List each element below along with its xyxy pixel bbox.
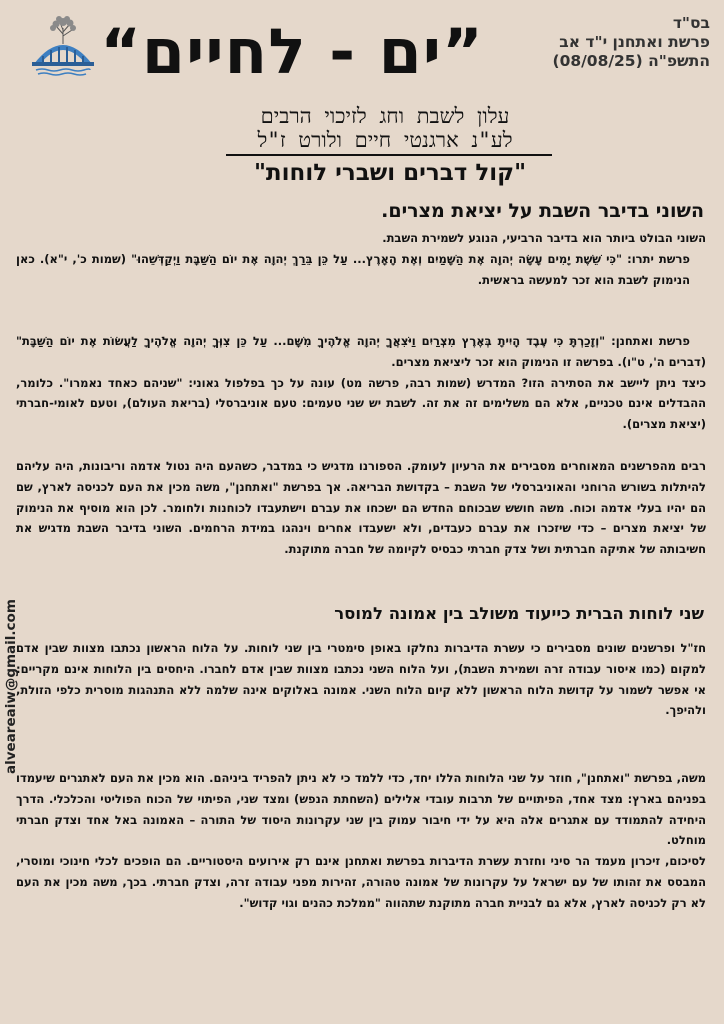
paragraph: השוני הבולט ביותר הוא בדיבר הרביעי, הנוגע לשמירת השבת. (382, 231, 706, 245)
section-title: "קול דברים ושברי לוחות" (253, 160, 527, 186)
article2-block5 (16, 768, 706, 914)
paragraph: לסיכום, זיכרון מעמד הר סיני וחזרת עשרת הדיברות בפרשת ואתחנן אינם רק אירועים היסטוריים. הם הופכים לכלי חינוכי ומוסרי, המבסס את זהותו של עם ישראל על עקרונות של אמונה טהורה, זהירות מפני עבודה זרה, וצדק חברתי. בכך, משה מכין את העם לא רק לכניסה לארץ, אלא גם לבניית חברה מתוקנת שתהווה "ממלכת כהנים וגוי קדוש". (16, 854, 706, 910)
paragraph: פרשת יתרו: "כִּי שֵׁשֶׁת יָמִים עָשָׂה יְהוָה אֶת הַשָּׁמַיִם וְאֶת הָאָרֶץ... עַל כֵּן בֵּרַךְ יְהוָה אֶת יוֹם הַשַּׁבָּת וַיְקַדְּשֵׁהוּ" (שמות כ', י"א). כאן הנימוק לשבת הוא זכר למעשה בראשית. (16, 251, 690, 287)
article1-block1 (16, 228, 706, 290)
date-line-year: התשפ"ה (08/08/25) (552, 52, 710, 70)
subtitle-line-1: עלון לשבת וחג לזיכוי הרבים (260, 104, 510, 128)
article1-block3 (16, 456, 706, 560)
date-line-parasha: פרשת ואתחנן י"ד אב (559, 33, 710, 51)
date-box (510, 14, 710, 71)
side-email: alveareaiw@gmail.com (3, 599, 19, 774)
paragraph: כיצד ניתן ליישב את הסתירה הזו? המדרש (שמות רבה, פרשה מט) עונה על כך בפלפול גאוני: "שניהם כאחד נאמרו". כלומר, ההבדלים אינם טכניים, אלא הם משלימים זה את זה. לשבת יש שני טעמים: טעם אוניברסלי (בריאת העולם), וטעם לאומי-חברתי (יציאת מצרים). (16, 375, 706, 432)
article1-block2 (16, 331, 706, 435)
main-title: ”ים - לחיים“ (100, 15, 484, 88)
bridge-tree-logo-icon (28, 14, 98, 80)
article2-heading: שני לוחות הברית כייעוד משולב בין אמונה למוסר (334, 604, 704, 623)
paragraph: משה, בפרשת "ואתחנן", חוזר על שני הלוחות הללו יחד, כדי ללמד כי לא ניתן להפריד ביניהם. הוא מכין את העם לאתגרים שיעמדו בפניהם בארץ: מצד אחד, הפיתויים של תרבות עובדי אלילים (השחתת הנפש) ומצד שני, הפיתוי של הכוח הפוליטי והכלכלי. הדרך היחידה להתמודד עם אתגרים אלה היא על ידי חיבור עמוק בין שני עקרונות היסוד של התורה – האמונה באל אחד וצדק חברתי מוחלט. (16, 771, 706, 848)
subtitle-line-2: לע"נ ארגנטי חיים ולורט ז"ל (257, 128, 513, 152)
title-divider (226, 154, 552, 156)
paragraph: חז"ל ופרשנים שונים מסבירים כי עשרת הדיברות נחלקו באופן סימטרי בין שני לוחות. על הלוח הראשון נכתבו מצוות שבין אדם למקום (כמו איסור עבודה זרה ושמירת השבת), ועל הלוח השני נכתבו מצוות שבין אדם לחברו. היחסים בין הלוחות אינם מקריים: אי אפשר לשמור על קדושת הלוח הראשון ללא קיום הלוח השני. אמונה באלוקים אינה שלמה ללא התנהגות מוסרית כלפי הזולת, ולהיפך. (16, 641, 706, 718)
paragraph: רבים מהפרשנים המאוחרים מסבירים את הרעיון לעומק. הספורנו מדגיש כי במדבר, כשהעם היה נטול אדמה וריבונות, היה עליהם להיתלות בשורש הרוחני והאוניברסלי של השבת – בקדושת הבריאה. אך בפרשת "ואתחנן", משה מכין את העם לכניסה לארץ, שם הם יהיו בעלי אדמה וכוח. משה חושש שבכוחם החדש הם ישכחו את עברם וישתעבדו לכוחנות ולחומר. לכן הוא מוסיף את הנימוק של יציאת מצרים – כדי שיזכרו את עברם כעבדים, ולא ישעבדו אחרים וינהגו במידת הרחמים. השוני בדיבר השבת מדגיש את חשיבותה של אתיקה חברתית ושל צדק חברתי כבסיס לקיומה של חברה מתוקנת. (16, 459, 706, 557)
article2-block4 (16, 638, 706, 721)
paragraph: פרשת ואתחנן: "וְזָכַרְתָּ כִּי עֶבֶד הָיִיתָ בְּאֶרֶץ מִצְרַיִם וַיֹּצִאֲךָ יְהוָה אֱלֹהֶיךָ מִשָּׁם... עַל כֵּן צִוְּךָ יְהוָה אֱלֹהֶיךָ לַעֲשׂוֹת אֶת יוֹם הַשַּׁבָּת" (דברים ה', ט"ו). בפרשה זו הנימוק הוא זכר ליציאת מצרים. (16, 334, 706, 369)
date-line-bsd: בס"ד (672, 14, 710, 32)
article1-heading: השוני בדיבר השבת על יציאת מצרים. (381, 200, 704, 222)
